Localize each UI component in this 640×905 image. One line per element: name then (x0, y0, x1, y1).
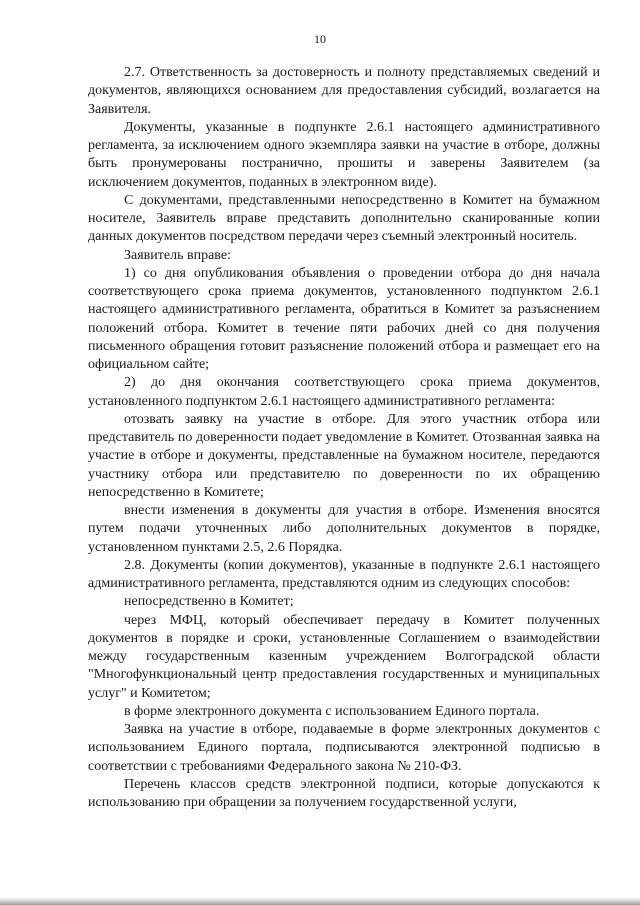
paragraph-2-7: 2.7. Ответственность за достоверность и полноту представляемых сведений и документов, являющихся основанием для предоставления субсидий, возлагается на Заявителя. (88, 65, 600, 117)
paragraph-amend-documents: внести изменения в документы для участия в отборе. Изменения вносятся путем подачи уточненных либо дополнительных документов в порядке, установленном пунктами 2.5, 2.6 Порядка. (88, 503, 600, 555)
paragraph-right-1: 1) со дня опубликования объявления о проведении отбора до дня начала соответствующего срока приема документов, установленного подпунктом 2.6.1 настоящего административного регламента, обратиться в Комитет за разъяснением положений отбора. Комитет в течение пяти рабочих дней со дня получения письменного обращения готовит разъяснение положений отбора и размещает его на официальном сайте; (88, 265, 600, 372)
paragraph-directly-to-committee: непосредственно в Комитет; (124, 594, 294, 610)
paragraph-scanned-copies: С документами, представленными непосредственно в Комитет на бумажном носителе, Заявитель вправе представить дополнительно сканированные копии данных документов посредством передачи через съемный электронный носитель. (88, 192, 600, 245)
paragraph-withdraw-application: отозвать заявку на участие в отборе. Для этого участник отбора или представитель по доверенности подает уведомление в Комитет. Отозванная заявка на участие в отборе и документы, представленные на бумажном носителе, передаются участнику отбора или представителю по доверенности по их обращению непосредственно в Комитете; (88, 411, 600, 500)
paragraph-2-8: 2.8. Документы (копии документов), указанные в подпункте 2.6.1 настоящего административного регламента, представляются одним из следующих способов: (88, 557, 600, 591)
paragraph-electronic-signature: Заявка на участие в отборе, подаваемые в форме электронных документов с использованием Единого портала, подписываются электронной подписью в соответствии с требованиями Федерального закона № 210-ФЗ. (88, 722, 600, 774)
paragraph-via-mfc: через МФЦ, который обеспечивает передачу в Комитет полученных документов в порядке и сроки, установленные Соглашением о взаимодействии между государственным казенным учреждением Волгоградской области "Многофункциональный центр предоставления государственных и муниципальных услуг" и Комитетом; (88, 612, 600, 701)
paragraph-applicant-rights-heading: Заявитель вправе: (124, 247, 231, 263)
document-body (88, 64, 600, 812)
paragraph-documents-numbering: Документы, указанные в подпункте 2.6.1 настоящего административного регламента, за исключением одного экземпляра заявки на участие в отборе, должны быть пронумерованы постранично, прошиты и заверены Заявителем (за исключением документов, поданных в электронном виде). (88, 119, 600, 190)
page-number: 10 (314, 32, 326, 46)
scan-bottom-edge (0, 897, 640, 905)
paragraph-right-2: 2) до дня окончания соответствующего срока приема документов, установленного подпунктом 2.6.1 настоящего административного регламента: (88, 375, 600, 409)
paragraph-signature-classes: Перечень классов средств электронной подписи, которые допускаются к использованию при обращении за получением государственной услуги, (88, 776, 600, 810)
paragraph-electronic-form: в форме электронного документа с использованием Единого портала. (124, 703, 540, 719)
